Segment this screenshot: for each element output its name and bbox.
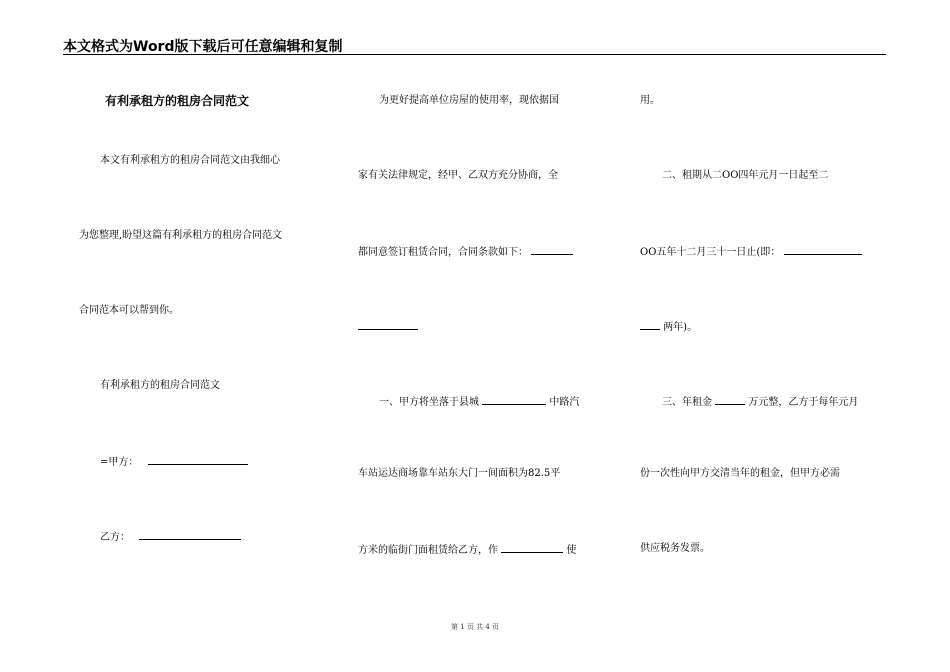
clause-2-blank-years	[640, 319, 660, 330]
clause-2-line-3	[640, 319, 697, 335]
clause-2-line-1: 二、租期从二OO四年元月一日起至二	[662, 170, 829, 181]
intro-line-2: 为您整理,盼望这篇有利承租方的租房合同范文	[79, 230, 283, 241]
clause-3-line-2: 份一次性向甲方交清当年的租金，但甲方必需	[640, 468, 840, 479]
clause-1-line-1	[379, 394, 579, 410]
clause-2-blank-duration	[784, 244, 862, 255]
clause-3-line-1	[662, 394, 858, 410]
clause-2-text-b: 两年)。	[663, 322, 698, 333]
preamble-blank-2	[358, 319, 418, 330]
clause-1-text-a: 一、甲方将坐落于县城	[379, 397, 479, 408]
clause-3-line-3: 供应税务发票。	[640, 543, 710, 554]
party-b-label: 乙方：	[100, 532, 130, 543]
party-b-blank	[139, 529, 241, 540]
clause-1-blank-road	[482, 394, 546, 405]
preamble-blank-1	[531, 244, 573, 255]
preamble-line-2: 家有关法律规定，经甲、乙双方充分协商，全	[358, 170, 558, 181]
clause-1-line-3	[358, 542, 576, 558]
document-header-title: 本文格式为Word版下载后可任意编辑和复制	[63, 39, 343, 55]
clause-2-text-a: OO五年十二月三十一日止(即：	[640, 247, 781, 258]
party-a-blank	[148, 454, 248, 465]
preamble-line-1: 为更好提高单位房屋的使用率，现依据国	[379, 95, 559, 106]
clause-1-line-2: 车站运达商场靠车站东大门一间面积为82.5平	[358, 468, 561, 479]
preamble-line-3-text: 都同意签订租赁合同，合同条款如下：	[358, 247, 528, 258]
clause-1-text-b: 中路汽	[549, 397, 580, 408]
preamble-line-3	[358, 244, 573, 260]
party-a-label: =甲方：	[100, 457, 139, 468]
clause-1-text-d: 使	[566, 545, 577, 556]
clause-2-line-2	[640, 244, 862, 260]
clause-1-blank-use	[501, 542, 563, 553]
clause-3-text-a: 三、年租金	[662, 397, 712, 408]
intro-line-1: 本文有利承租方的租房合同范文由我细心	[100, 155, 280, 166]
clause-1-text-c: 方米的临街门面租赁给乙方，作	[358, 545, 498, 556]
contract-subtitle: 有利承租方的租房合同范文	[100, 380, 220, 391]
header-divider	[63, 54, 886, 55]
intro-line-3: 合同范本可以帮到你。	[79, 305, 179, 316]
clause-3-blank-rent	[715, 394, 745, 405]
page-footer: 第 1 页 共 4 页	[450, 623, 500, 631]
clause-1-line-4: 用。	[640, 95, 660, 106]
party-a-line	[100, 454, 248, 470]
contract-title: 有利承租方的租房合同范文	[105, 94, 250, 108]
preamble-line-4	[358, 319, 418, 335]
party-b-line	[100, 529, 241, 545]
clause-3-text-b: 万元整，乙方于每年元月	[748, 397, 859, 408]
